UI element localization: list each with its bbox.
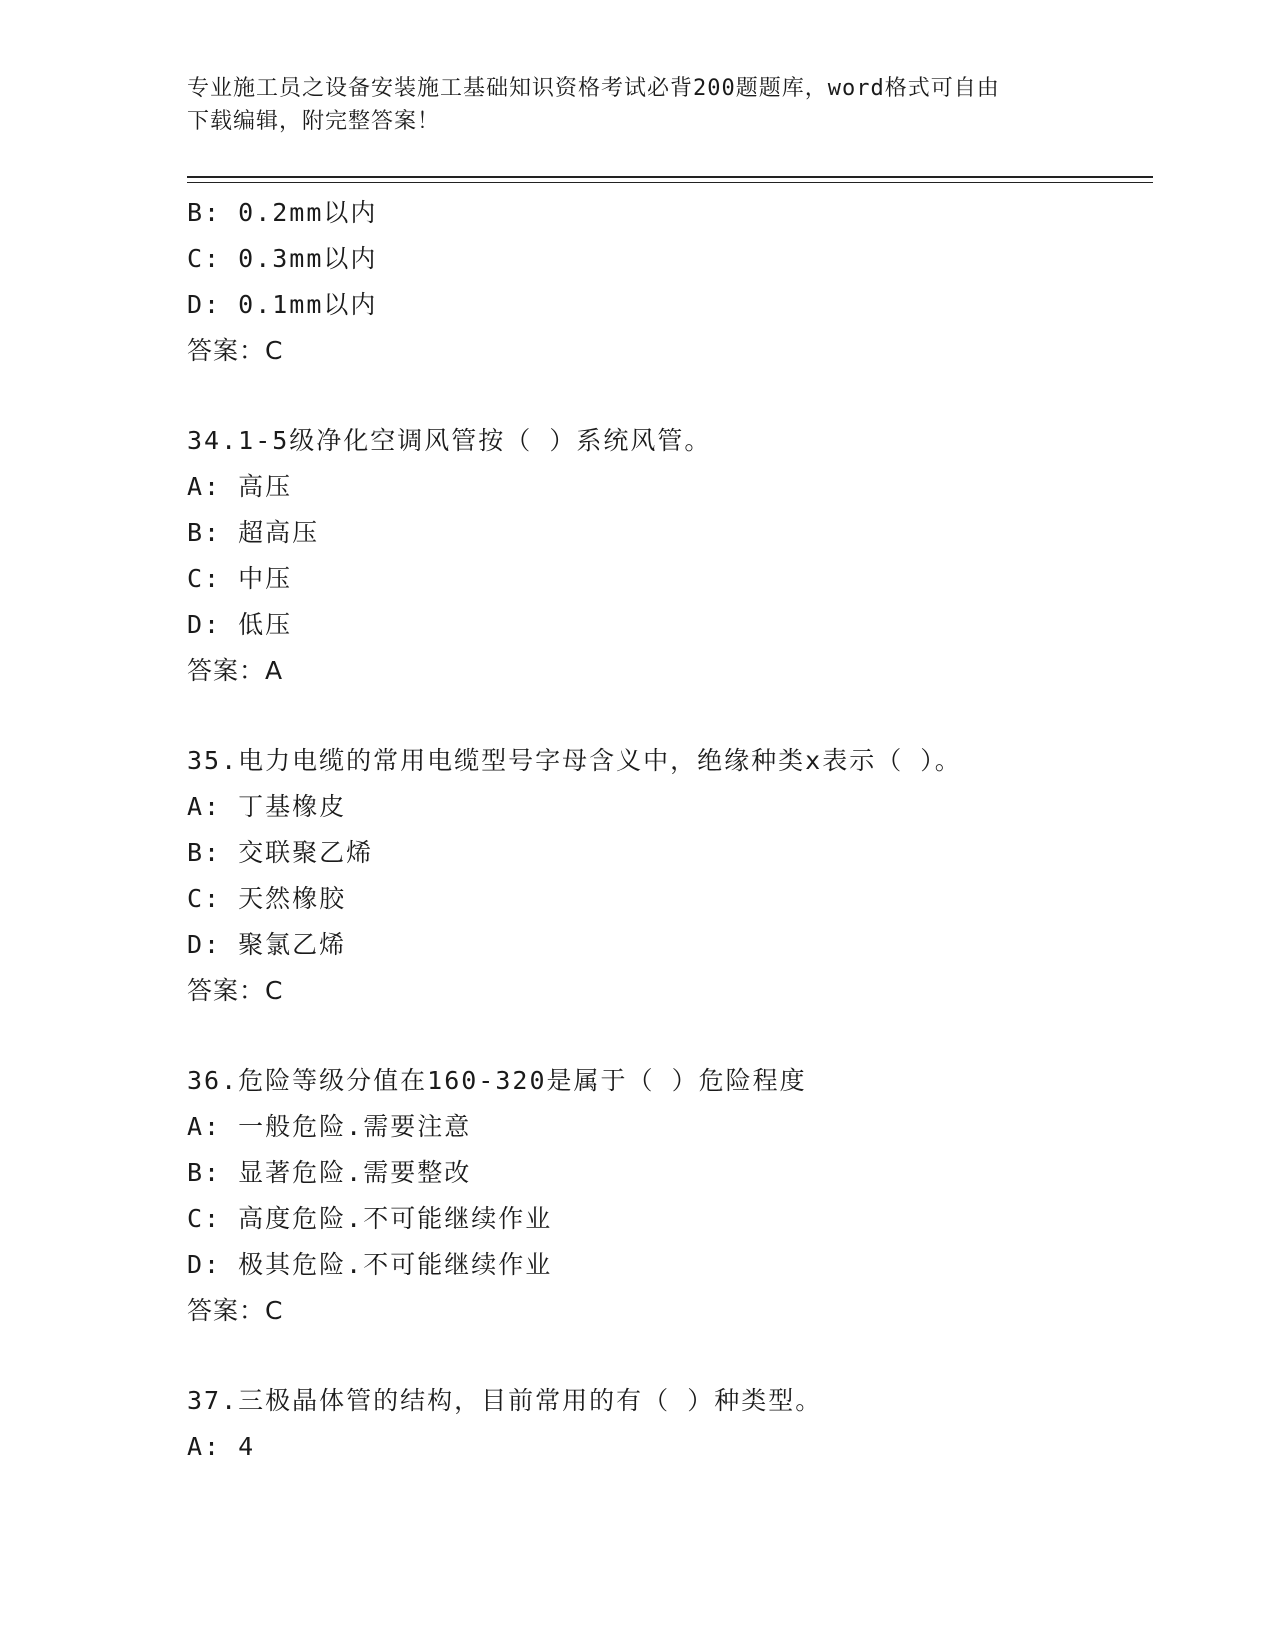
- header-title-line-2: 下载编辑，附完整答案！: [187, 109, 441, 134]
- document-header: [187, 72, 1087, 138]
- option-d: D: 极其危险.不可能继续作业: [187, 1250, 553, 1279]
- question-block: [187, 1058, 1147, 1334]
- option-c: C: 天然橡胶: [187, 884, 347, 913]
- answer-line: 答案：C: [187, 1296, 284, 1325]
- option-b: B: 超高压: [187, 518, 320, 547]
- option-d: D: 聚氯乙烯: [187, 930, 347, 959]
- option-d: D: 低压: [187, 610, 293, 639]
- question-text: 35.电力电缆的常用电缆型号字母含义中，绝缘种类x表示（ ）。: [187, 746, 962, 775]
- question-block: [187, 1378, 1147, 1470]
- header-divider-thin: [187, 182, 1153, 183]
- question-text: 34.1-5级净化空调风管按（ ）系统风管。: [187, 426, 712, 455]
- option-b: B: 交联聚乙烯: [187, 838, 374, 867]
- option-c: C: 中压: [187, 564, 293, 593]
- question-block: [187, 738, 1147, 1014]
- option-a: A: 一般危险.需要注意: [187, 1112, 472, 1141]
- answer-line: 答案：A: [187, 656, 284, 685]
- option-a: A: 4: [187, 1432, 256, 1461]
- question-text: 36.危险等级分值在160-320是属于（ ）危险程度: [187, 1066, 807, 1095]
- option-c: C: 高度危险.不可能继续作业: [187, 1204, 553, 1233]
- option-d: D: 0.1mm以内: [187, 290, 378, 319]
- question-block: [187, 418, 1147, 694]
- question-block-partial: [187, 190, 1147, 374]
- header-divider: [187, 176, 1153, 178]
- question-list: [187, 190, 1147, 1470]
- option-a: A: 丁基橡皮: [187, 792, 347, 821]
- option-c: C: 0.3mm以内: [187, 244, 378, 273]
- answer-line: 答案：C: [187, 976, 284, 1005]
- answer-line: 答案：C: [187, 336, 284, 365]
- option-a: A: 高压: [187, 472, 293, 501]
- option-b: B: 显著危险.需要整改: [187, 1158, 472, 1187]
- question-text: 37.三极晶体管的结构，目前常用的有（ ）种类型。: [187, 1386, 823, 1415]
- option-b: B: 0.2mm以内: [187, 198, 378, 227]
- header-title-line-1: 专业施工员之设备安装施工基础知识资格考试必背200题题库，word格式可自由: [187, 76, 1000, 101]
